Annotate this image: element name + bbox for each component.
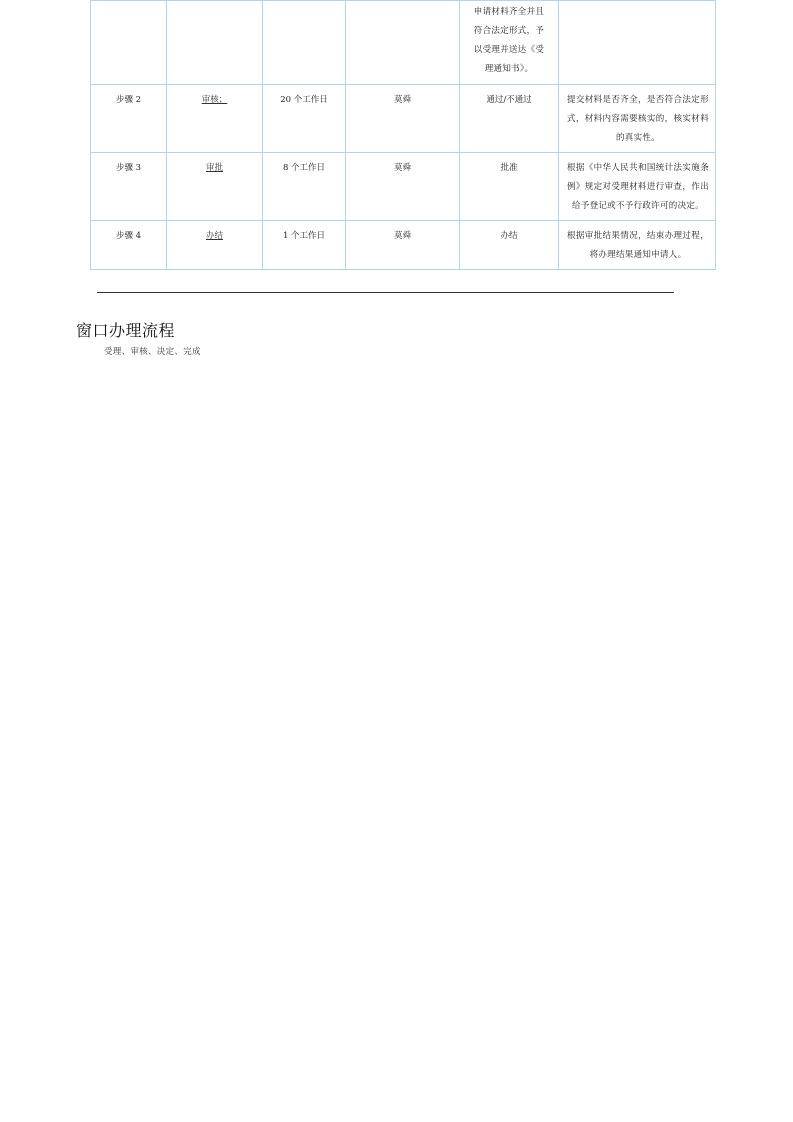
time-limit-cell bbox=[263, 153, 346, 221]
step-label: 步骤 2 bbox=[115, 95, 142, 105]
stage-cell bbox=[167, 221, 263, 270]
table-row bbox=[91, 1, 716, 85]
stage-link[interactable]: 办结 bbox=[205, 231, 223, 241]
description-text: 根据《中华人民共和国统计法实施条例》规定对受理材料进行审查，作出给予登记或不予行政许可的决定。 bbox=[567, 163, 709, 211]
handler-text: 莫舜 bbox=[393, 95, 411, 105]
time-limit-text: 8 个工作日 bbox=[282, 163, 326, 173]
table-row bbox=[91, 221, 716, 270]
handler-cell bbox=[346, 153, 460, 221]
result-cell bbox=[460, 85, 559, 153]
description-cell bbox=[559, 153, 716, 221]
step-label: 步骤 4 bbox=[115, 231, 142, 241]
step-label: 步骤 3 bbox=[115, 163, 142, 173]
description-text: 提交材料是否齐全，是否符合法定形式，材料内容需要核实的，核实材料的真实性。 bbox=[567, 95, 709, 143]
time-limit-text: 1 个工作日 bbox=[282, 231, 326, 241]
stage-link[interactable]: 审核； bbox=[201, 95, 228, 105]
time-limit-cell bbox=[263, 85, 346, 153]
description-text: 根据审批结果情况，结束办理过程，将办理结果通知申请人。 bbox=[567, 231, 709, 260]
result-text: 批准 bbox=[500, 163, 518, 173]
section-divider bbox=[97, 292, 674, 293]
stage-cell bbox=[167, 153, 263, 221]
handler-cell bbox=[346, 85, 460, 153]
result-cell bbox=[460, 221, 559, 270]
step-cell bbox=[91, 85, 167, 153]
handler-cell bbox=[346, 1, 460, 85]
step-cell bbox=[91, 221, 167, 270]
window-process-steps: 受理、审核、决定、完成 bbox=[104, 347, 201, 357]
description-cell bbox=[559, 221, 716, 270]
time-limit-cell bbox=[263, 1, 346, 85]
handler-cell bbox=[346, 221, 460, 270]
result-text: 通过/不通过 bbox=[486, 95, 532, 105]
acceptance-result-text: 申请材料齐全并且符合法定形式，予以受理并送达《受理通知书》。 bbox=[473, 7, 545, 74]
stage-link[interactable]: 审批 bbox=[205, 163, 223, 173]
table-row bbox=[91, 153, 716, 221]
result-cell bbox=[460, 153, 559, 221]
description-cell bbox=[559, 85, 716, 153]
window-process-title: 窗口办理流程 bbox=[76, 321, 176, 340]
stage-cell bbox=[167, 1, 263, 85]
stage-cell bbox=[167, 85, 263, 153]
handler-text: 莫舜 bbox=[393, 231, 411, 241]
result-cell bbox=[460, 1, 559, 85]
process-steps-table bbox=[90, 0, 716, 270]
description-cell bbox=[559, 1, 716, 85]
table-row bbox=[91, 85, 716, 153]
result-text: 办结 bbox=[500, 231, 518, 241]
time-limit-text: 20 个工作日 bbox=[280, 95, 328, 105]
time-limit-cell bbox=[263, 221, 346, 270]
step-cell bbox=[91, 153, 167, 221]
handler-text: 莫舜 bbox=[393, 163, 411, 173]
step-cell bbox=[91, 1, 167, 85]
